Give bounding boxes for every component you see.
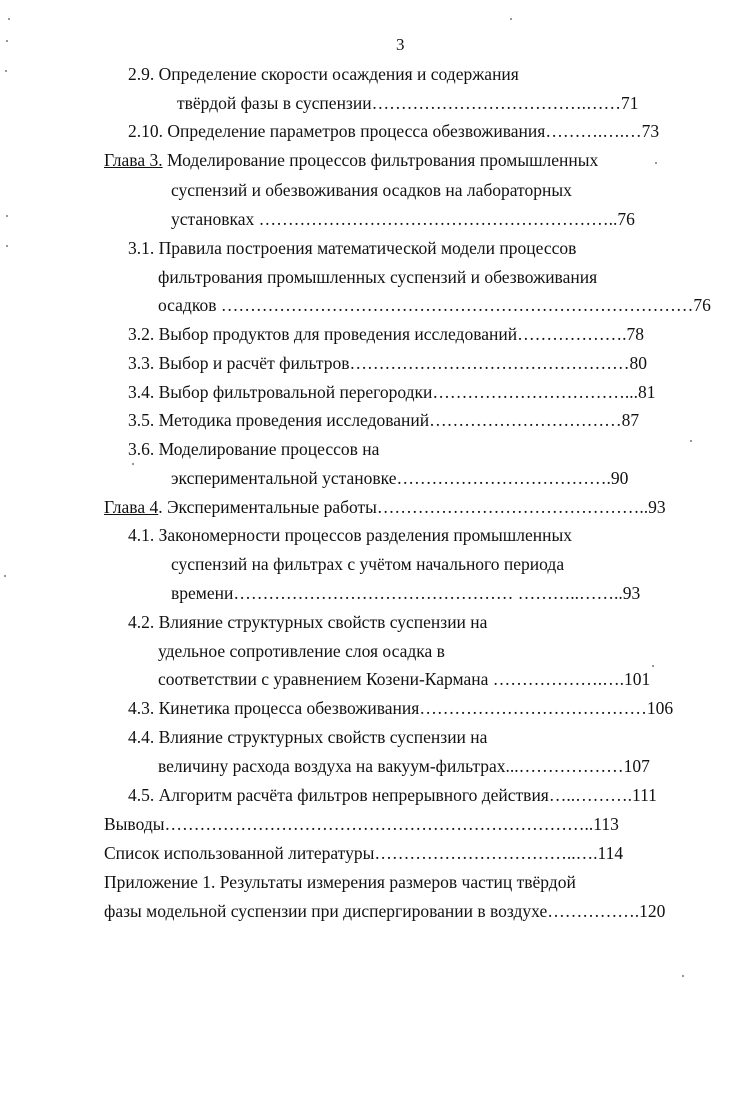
toc-entry-4-2-cont-1: удельное сопротивление слоя осадка в [158, 641, 445, 661]
scan-speck [6, 215, 8, 217]
scan-speck [4, 575, 6, 577]
chapter-3-title: Моделирование процессов фильтрования промышленных [162, 150, 599, 170]
toc-entry-2-9-cont: твёрдой фазы в суспензии……………………………….……71 [177, 93, 639, 113]
toc-chapter-3 [104, 149, 598, 171]
toc-entry-4-2: 4.2. Влияние структурных свойств суспензии на [128, 612, 488, 632]
scan-speck [690, 440, 692, 442]
toc-entry-3-6: 3.6. Моделирование процессов на [128, 439, 380, 459]
toc-conclusions: Выводы………………………………………………………………..113 [104, 814, 619, 834]
scan-speck [655, 162, 657, 164]
toc-entry-3-1: 3.1. Правила построения математической модели процессов [128, 238, 577, 258]
page-number: 3 [396, 35, 405, 54]
chapter-3-label: Глава 3. [104, 150, 163, 170]
scan-speck [682, 975, 684, 977]
toc-entry-4-4: 4.4. Влияние структурных свойств суспензии на [128, 727, 488, 747]
scan-speck [8, 18, 10, 20]
chapter-4-title: . Экспериментальные работы………………………………………..93 [158, 497, 666, 517]
toc-entry-3-1-cont-1: фильтрования промышленных суспензий и обезвоживания [158, 267, 598, 287]
toc-appendix-1: Приложение 1. Результаты измерения размеров частиц твёрдой [104, 872, 576, 892]
scan-speck [6, 40, 8, 42]
toc-references: Список использованной литературы……………………………..….114 [104, 843, 624, 863]
scan-speck [5, 70, 7, 72]
toc-chapter-3-cont-1: суспензий и обезвоживания осадков на лабораторных [171, 180, 572, 200]
toc-appendix-1-cont: фазы модельной суспензии при диспергировании в воздухе…………….120 [104, 901, 666, 921]
toc-entry-4-1: 4.1. Закономерности процессов разделения промышленных [128, 525, 572, 545]
scan-speck [132, 463, 134, 465]
toc-chapter-3-cont-2: установках ……………………………………………………..76 [171, 209, 635, 229]
toc-entry-4-1-cont-2: времени………………………………………… ………..……..93 [171, 583, 641, 603]
toc-entry-3-5: 3.5. Методика проведения исследований……………………………87 [128, 410, 640, 430]
toc-entry-3-1-cont-2: осадков ………………………………………………………………………76 [158, 295, 711, 315]
toc-chapter-4 [104, 496, 666, 518]
toc-entry-4-2-cont-2: соответствии с уравнением Козени-Кармана ……………….….101 [158, 669, 651, 689]
toc-entry-3-4: 3.4. Выбор фильтровальной перегородки……………………………...81 [128, 382, 656, 402]
toc-entry-2-9: 2.9. Определение скорости осаждения и содержания [128, 64, 519, 84]
scan-speck [652, 665, 654, 667]
toc-entry-4-1-cont-1: суспензий на фильтрах с учётом начального периода [171, 554, 565, 574]
scan-speck [6, 245, 8, 247]
toc-entry-4-5: 4.5. Алгоритм расчёта фильтров непрерывного действия…..……….111 [128, 785, 657, 805]
toc-entry-4-3: 4.3. Кинетика процесса обезвоживания…………………………………106 [128, 698, 674, 718]
toc-entry-3-6-cont: экспериментальной установке……………………………….90 [171, 468, 629, 488]
toc-entry-3-2: 3.2. Выбор продуктов для проведения исследований……………….78 [128, 324, 644, 344]
toc-entry-3-3: 3.3. Выбор и расчёт фильтров…………………………………………80 [128, 353, 647, 373]
scan-speck [510, 18, 512, 20]
chapter-4-label: Глава 4 [104, 497, 159, 517]
toc-entry-4-4-cont: величину расхода воздуха на вакуум-фильтрах...………………107 [158, 756, 650, 776]
toc-entry-2-10: 2.10. Определение параметров процесса обезвоживания……….….…73 [128, 121, 660, 141]
